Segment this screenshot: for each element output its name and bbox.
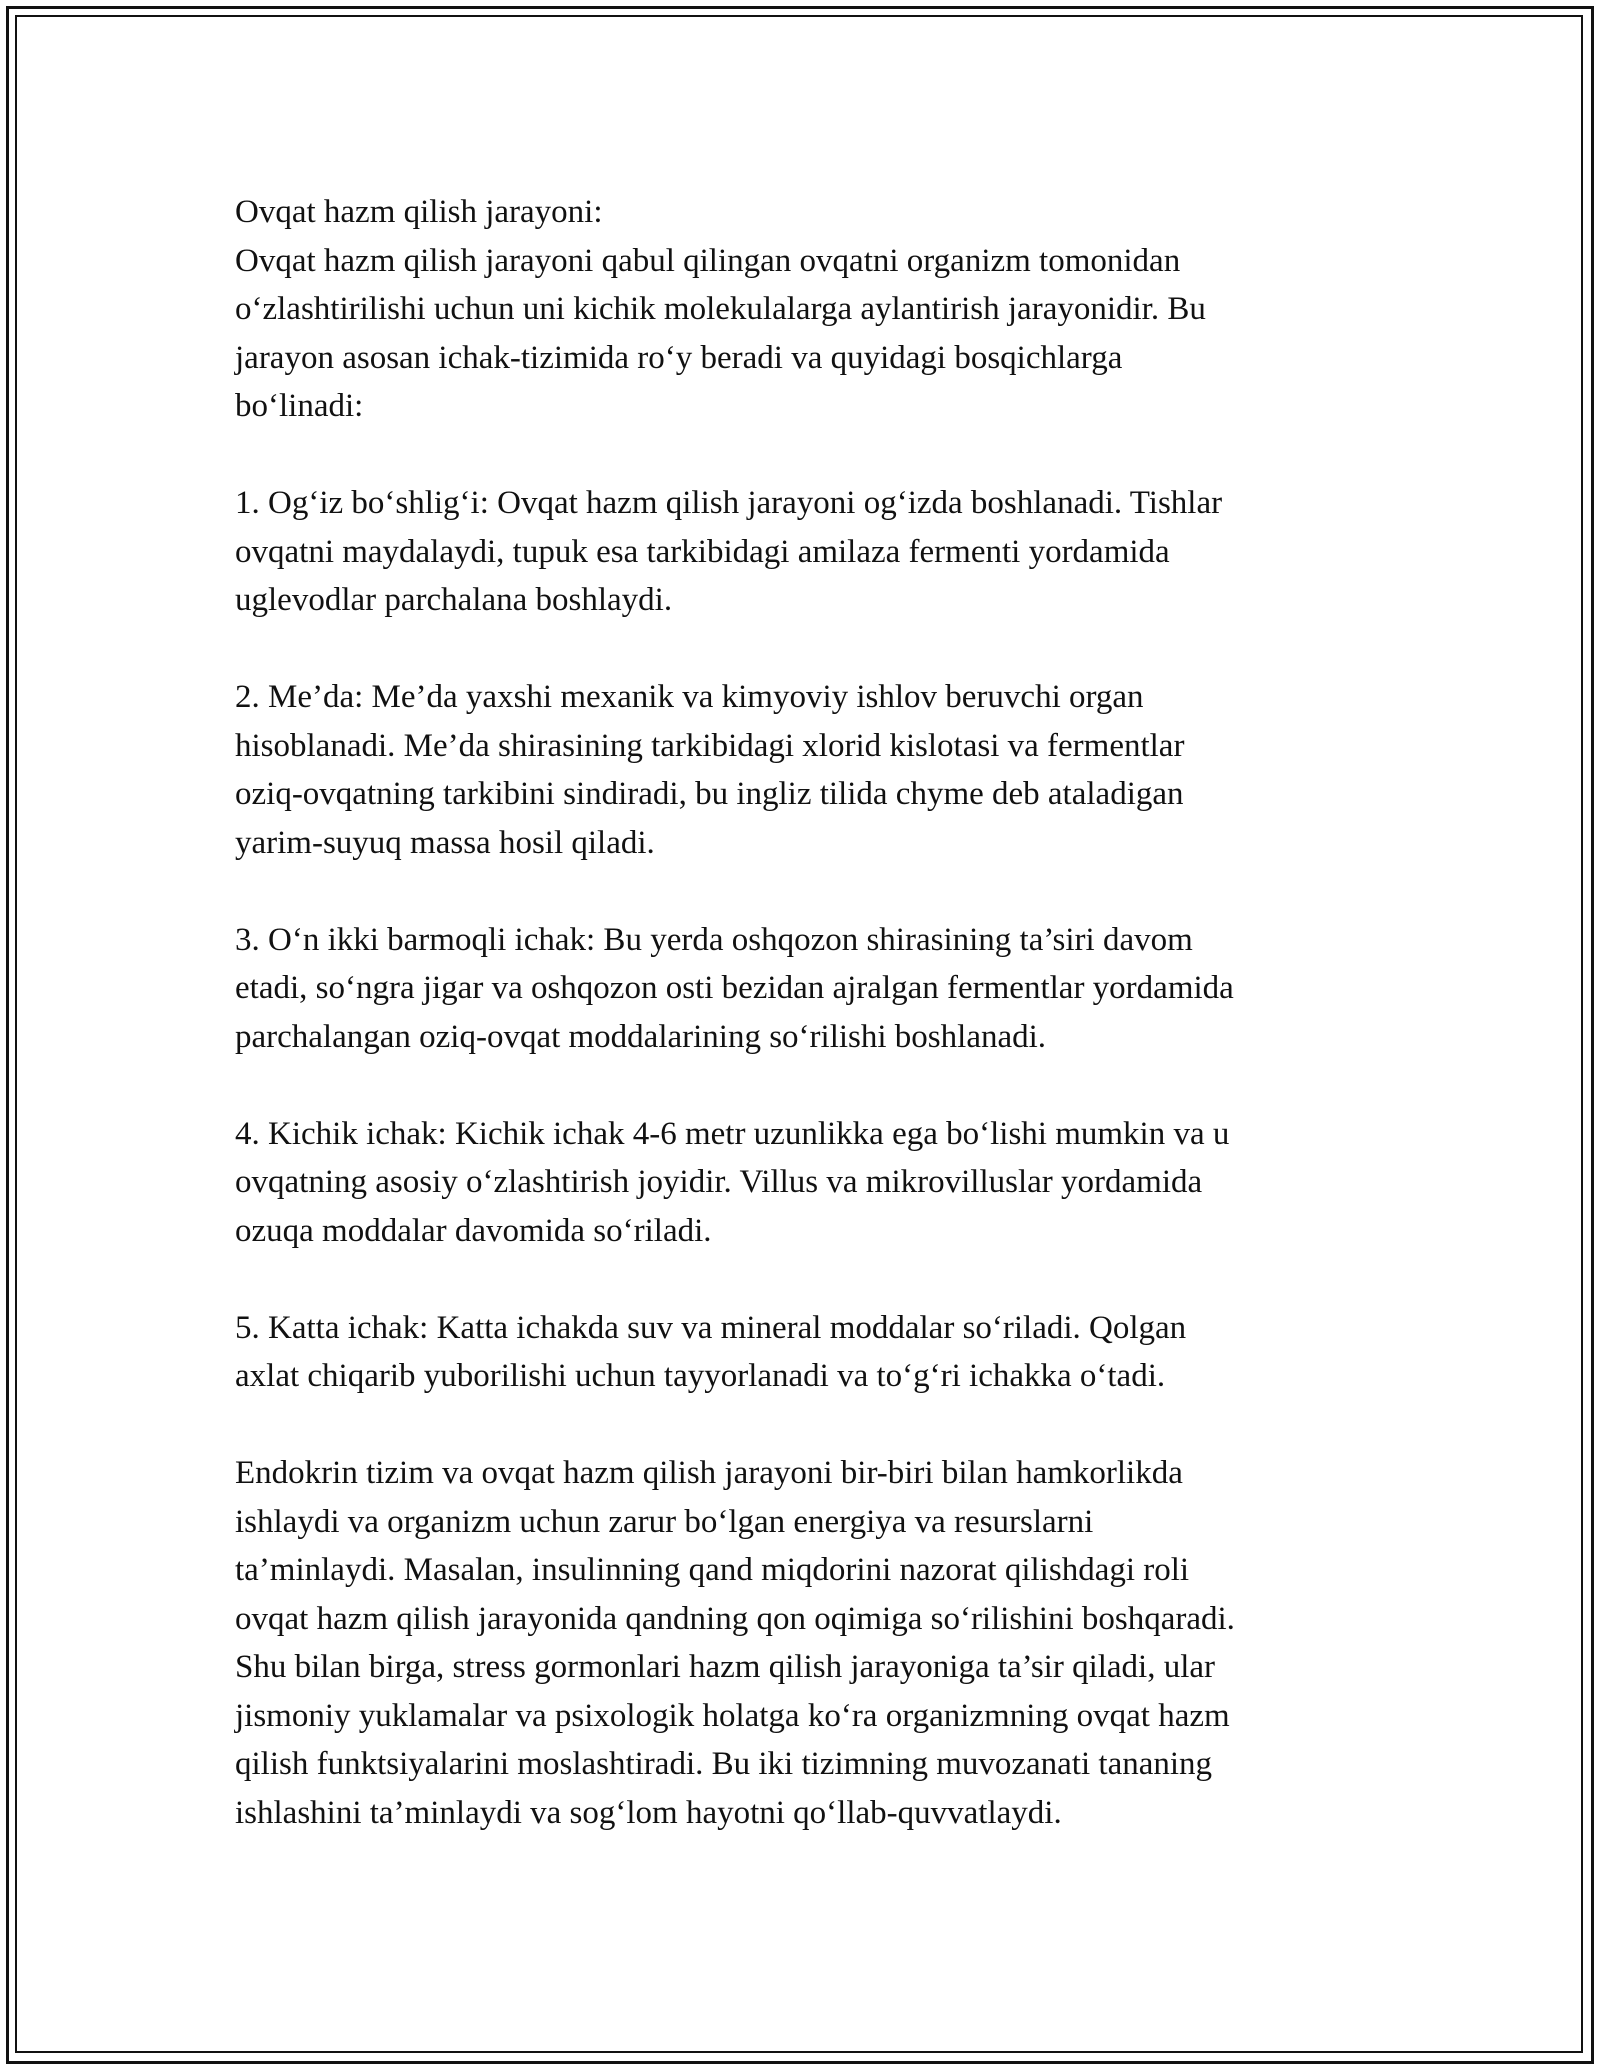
step-paragraph-2: 2. Me’da: Me’da yaxshi mexanik va kimyoviy ishlov beruvchi organ hisoblanadi. Me’da shirasining tarkibidagi xlorid kislotasi va fermentlar oziq-ovqatning tarkibini sindiradi, bu ingliz tilida chyme deb ataladigan yarim-suyuq massa hosil qiladi.	[235, 679, 1185, 861]
step-paragraph-4: 4. Kichik ichak: Kichik ichak 4-6 metr uzunlikka ega bo‘lishi mumkin va u ovqatning asosiy o‘zlashtirish joyidir. Villus va mikrovilluslar yordamida ozuqa moddalar davomida so‘riladi.	[235, 1115, 1230, 1249]
step-paragraph-3: 3. O‘n ikki barmoqli ichak: Bu yerda oshqozon shirasining ta’siri davom etadi, so‘ngra jigar va oshqozon osti bezidan ajralgan fermentlar yordamida parchalangan oziq-ovqat moddalarining so‘rilishi boshlanadi.	[235, 921, 1234, 1055]
step-paragraph-5: 5. Katta ichak: Katta ichakda suv va mineral moddalar so‘riladi. Qolgan axlat chiqarib yuborilishi uchun tayyorlanadi va to‘g‘ri ichakka o‘tadi.	[235, 1309, 1187, 1394]
step-paragraph-1: 1. Og‘iz bo‘shlig‘i: Ovqat hazm qilish jarayoni og‘izda boshlanadi. Tishlar ovqatni maydalaydi, tupuk esa tarkibidagi amilaza fermenti yordamida uglevodlar parchalana boshlaydi.	[235, 485, 1223, 618]
conclusion-paragraph: Endokrin tizim va ovqat hazm qilish jarayoni bir-biri bilan hamkorlikda ishlaydi va organizm uchun zarur bo‘lgan energiya va resurslarni ta’minlaydi. Masalan, insulinning qand miqdorini nazorat qilishdagi roli ovqat hazm qilish jarayonida qandning qon oqimiga so‘rilishini boshqaradi. Shu bilan birga, stress gormonlari hazm qilish jarayoniga ta’sir qiladi, ular jismoniy yuklamalar va psixologik holatga ko‘ra organizmning ovqat hazm qilish funktsiyalarini moslashtiradi. Bu iki tizimning muvozanati tananing ishlashini ta’minlaydi va sog‘lom hayotni qo‘llab-quvvatlaydi.	[235, 1455, 1235, 1831]
intro-paragraph: Ovqat hazm qilish jarayoni: Ovqat hazm qilish jarayoni qabul qilingan ovqatni organizm tomonidan o‘zlashtirilishi uchun uni kichik molekulalarga aylantirish jarayonidir. Bu jarayon asosan ichak-tizimida ro‘y beradi va quyidagi bosqichlarga bo‘linadi:	[235, 194, 1206, 424]
document-body	[235, 188, 1365, 1886]
